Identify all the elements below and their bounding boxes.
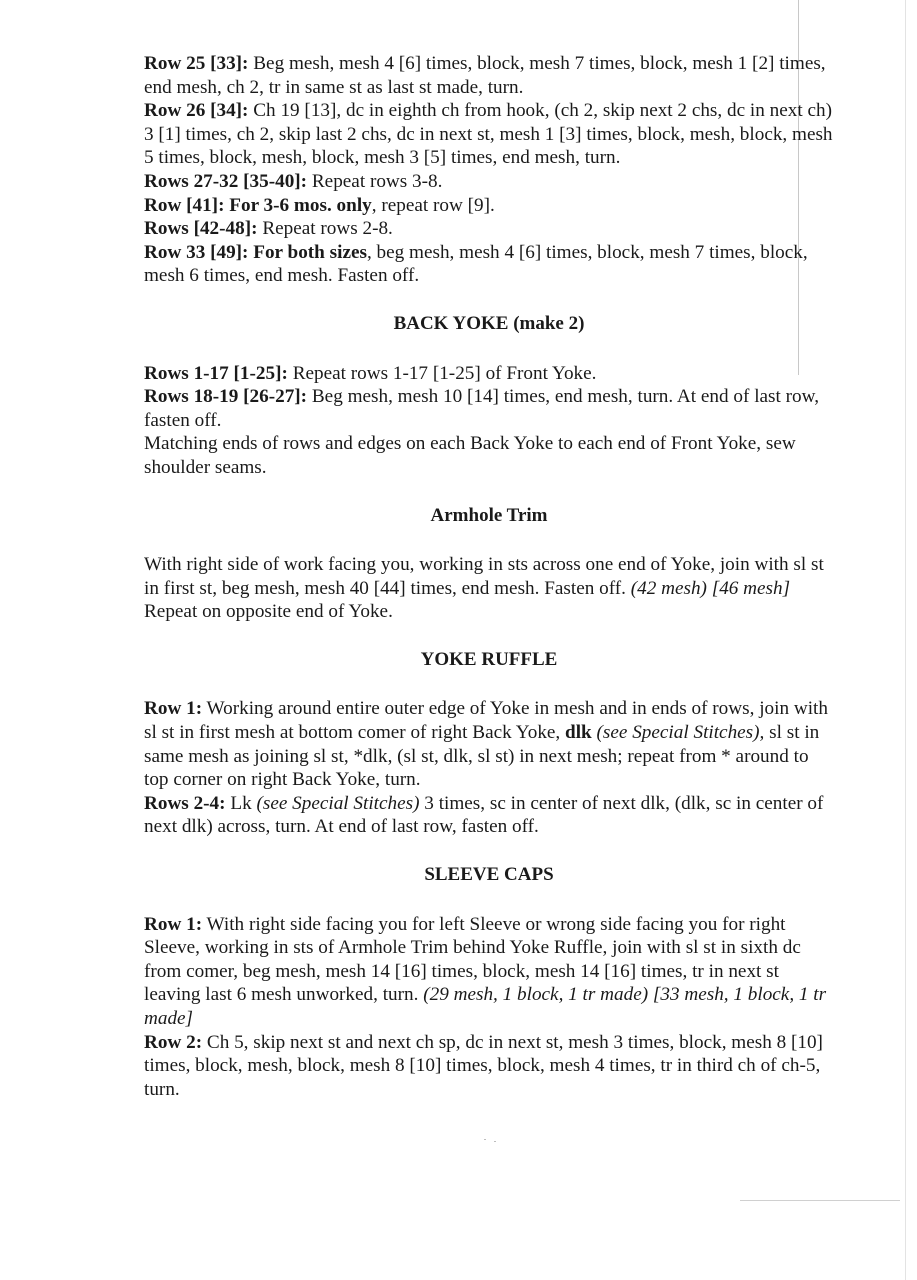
row-label: Rows 2-4:: [144, 792, 226, 814]
row-label: Row 1:: [144, 698, 203, 720]
back-yoke-matching: Matching ends of rows and edges on each Back Yoke to each end of Front Yoke, sew shoulder seams.: [144, 433, 796, 478]
row-instructions: With right side facing you for left Sleeve or wrong side facing you for right Sleeve, working in sts of Armhole Trim behind Yoke Ruffle, join with sl st in sixth dc from comer, beg mesh, mesh 14 [16] times, block, mesh 14 [16] times, tr in next st leaving last 6 mesh unworked, turn.: [144, 913, 801, 1006]
row-instructions: Lk: [225, 792, 257, 814]
armhole-trim-heading: Armhole Trim: [430, 504, 548, 526]
row-instructions: 3 times, sc in center of next dlk, (dlk, sc in center of next dlk) across, turn. At end of last row, fasten off.: [144, 792, 824, 838]
row-label: Row 26 [34]:: [144, 100, 249, 122]
back-yoke-rows-1-17: [144, 362, 834, 386]
sleeve-row-1: [144, 913, 834, 1031]
stitch-count-note: (42 mesh) [46 mesh]: [625, 577, 791, 599]
special-stitches-note: (see Special Stitches),: [591, 722, 765, 744]
row-41: [144, 194, 834, 218]
row-label: Row 33 [49]: For both sizes: [144, 241, 367, 263]
row-label: Rows 18-19 [26-27]:: [144, 386, 308, 408]
scan-edge-line: [905, 0, 906, 1280]
scan-speck: [484, 1139, 486, 1140]
stitch-term: dlk: [565, 722, 592, 744]
row-instructions: Beg mesh, mesh 4 [6] times, block, mesh 7 times, block, mesh 1 [2] times, end mesh, ch 2, tr in same st as last st made, turn.: [144, 53, 826, 98]
armhole-trim-instructions: [144, 553, 834, 600]
scan-bottom-line: [740, 1200, 900, 1201]
row-instructions: Ch 5, skip next st and next ch sp, dc in next st, mesh 3 times, block, mesh 8 [10] times, block, mesh, block, mesh 8 [10] times, block, mesh 4 times, tr in third ch of ch-5, turn.: [144, 1031, 823, 1100]
back-yoke-heading: BACK YOKE (make 2): [393, 312, 585, 334]
special-stitches-note: (see Special Stitches): [256, 792, 420, 814]
sleeve-row-2: [144, 1031, 834, 1102]
row-instructions: Ch 19 [13], dc in eighth ch from hook, (ch 2, skip next 2 chs, dc in next ch) 3 [1] times, ch 2, skip last 2 chs, dc in next st, mesh 1 [3] times, block, mesh, block, mesh 5 times, block, mesh, block, mesh 3 [5] times, end mesh, turn.: [144, 100, 833, 169]
rows-27-32: [144, 170, 834, 194]
row-instructions: Working around entire outer edge of Yoke in mesh and in ends of rows, join with sl st in first mesh at bottom comer of right Back Yoke,: [144, 698, 828, 744]
row-label: Row 2:: [144, 1031, 203, 1053]
row-instructions: , repeat row [9].: [371, 194, 495, 216]
sleeve-caps-heading: SLEEVE CAPS: [424, 864, 554, 886]
row-label: Rows [42-48]:: [144, 218, 258, 240]
rows-42-48: [144, 217, 834, 241]
yoke-ruffle-heading: YOKE RUFFLE: [420, 648, 558, 670]
ruffle-row-1: [144, 697, 834, 791]
row-instructions: Repeat rows 3-8.: [307, 170, 443, 192]
row-label: Row 1:: [144, 913, 203, 935]
row-instructions: , beg mesh, mesh 4 [6] times, block, mesh 7 times, block, mesh 6 times, end mesh. Fasten off.: [144, 241, 808, 287]
row-instructions: sl st in same mesh as joining sl st, *dlk, (sl st, dlk, sl st) in next mesh; repeat from * around to top corner on right Back Yoke, turn.: [144, 722, 820, 791]
row-instructions: Beg mesh, mesh 10 [14] times, end mesh, turn. At end of last row, fasten off.: [144, 386, 820, 431]
row-instructions: With right side of work facing you, working in sts across one end of Yoke, join with sl st in first st, beg mesh, mesh 40 [44] times, end mesh. Fasten off.: [144, 554, 824, 599]
row-33: [144, 241, 834, 288]
row-label: Row 25 [33]:: [144, 53, 249, 74]
back-yoke-rows-18-19: [144, 385, 834, 432]
stitch-count-note: (29 mesh, 1 block, 1 tr made) [33 mesh, 1 block, 1 tr made]: [144, 984, 827, 1029]
armhole-trim-repeat: Repeat on opposite end of Yoke.: [144, 601, 393, 623]
row-label: Rows 1-17 [1-25]:: [144, 362, 288, 384]
row-label: Rows 27-32 [35-40]:: [144, 170, 308, 192]
pattern-text: [144, 52, 834, 1101]
scan-speck: [494, 1141, 496, 1142]
row-25: [144, 52, 834, 99]
row-instructions: Repeat rows 1-17 [1-25] of Front Yoke.: [287, 362, 597, 384]
row-instructions: Repeat rows 2-8.: [257, 218, 393, 240]
row-label: Row [41]: For 3-6 mos. only: [144, 194, 372, 216]
row-26: [144, 99, 834, 170]
ruffle-rows-2-4: [144, 792, 834, 839]
